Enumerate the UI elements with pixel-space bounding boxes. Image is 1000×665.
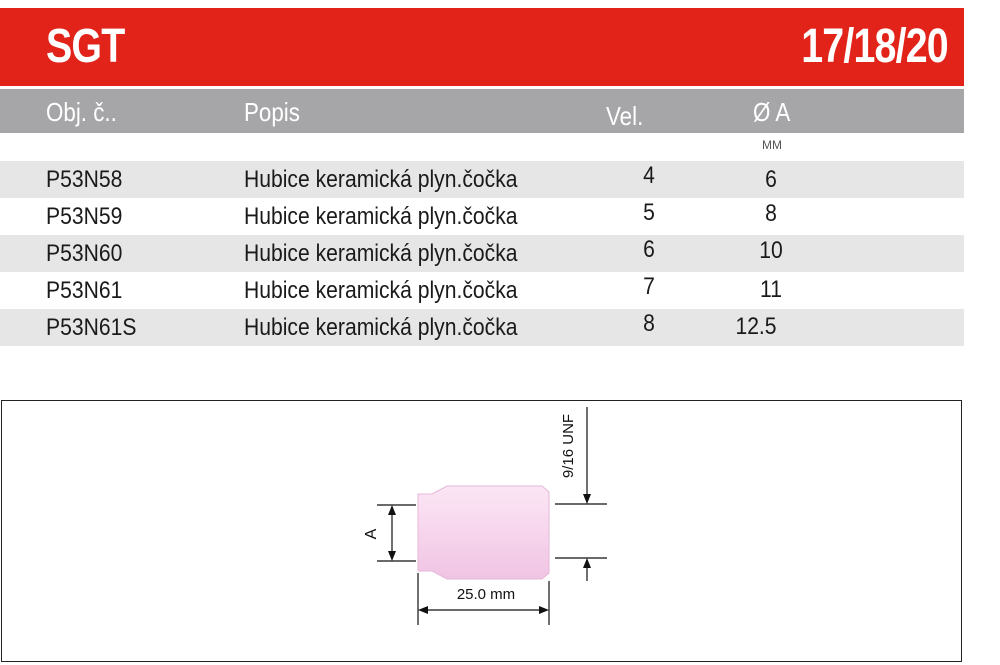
row-obj: P53N61 — [46, 277, 123, 304]
column-header-obj: Obj. č.. — [46, 97, 117, 127]
row-dia: 12.5 — [735, 313, 777, 340]
row-obj: P53N59 — [46, 203, 123, 230]
row-vel: 5 — [643, 199, 655, 226]
row-dia: 8 — [765, 200, 777, 227]
column-header-popis: Popis — [244, 97, 300, 127]
table-header — [0, 89, 964, 133]
table-row — [0, 235, 964, 272]
a-dimension-label: A — [363, 528, 380, 540]
thread-dimension-label: 9/16 UNF — [560, 413, 577, 479]
table-row — [0, 272, 964, 309]
row-popis: Hubice keramická plyn.čočka — [244, 277, 518, 304]
ceramic-nozzle — [418, 486, 549, 579]
column-header-diameter: Ø A — [753, 97, 791, 127]
technical-drawing — [1, 400, 962, 662]
row-vel: 8 — [643, 310, 655, 337]
row-obj: P53N58 — [46, 166, 123, 193]
table-row — [0, 198, 964, 235]
row-obj: P53N60 — [46, 240, 123, 267]
length-dimension-label: 25.0 mm — [456, 586, 516, 603]
row-vel: 6 — [643, 236, 655, 263]
row-obj: P53N61S — [46, 314, 137, 341]
row-popis: Hubice keramická plyn.čočka — [244, 314, 518, 341]
row-popis: Hubice keramická plyn.čočka — [244, 166, 518, 193]
row-vel: 7 — [643, 273, 655, 300]
row-dia: 11 — [760, 276, 782, 303]
row-dia: 10 — [759, 237, 783, 264]
title-bar — [0, 8, 964, 86]
table-row — [0, 309, 964, 346]
row-popis: Hubice keramická plyn.čočka — [244, 240, 518, 267]
table-row — [0, 161, 964, 198]
row-vel: 4 — [643, 162, 655, 189]
nozzle-drawing — [2, 401, 961, 661]
torch-models-title: 17/18/20 — [801, 20, 948, 73]
row-popis: Hubice keramická plyn.čočka — [244, 203, 518, 230]
product-series-title: SGT — [46, 20, 125, 73]
column-header-vel: Vel. — [606, 101, 644, 131]
row-dia: 6 — [765, 166, 777, 193]
units-label: MM — [762, 138, 782, 152]
